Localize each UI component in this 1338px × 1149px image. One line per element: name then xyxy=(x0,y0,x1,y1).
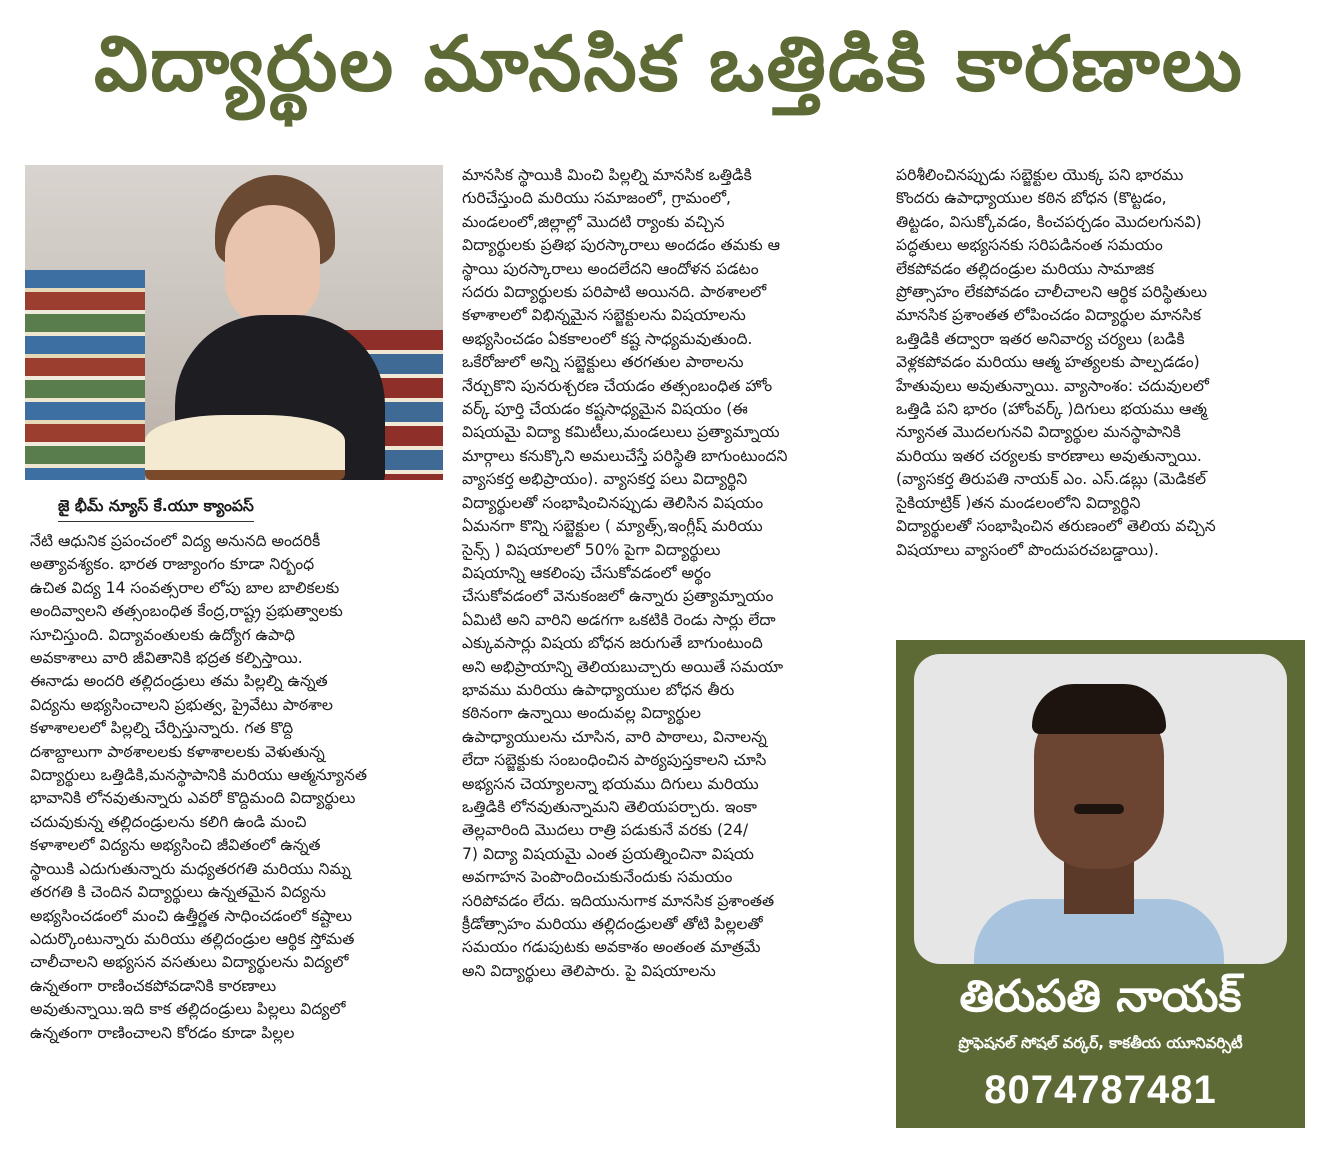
article-line: చదువుకున్న తల్లిదండ్రులను కలిగి ఉండి మంచి xyxy=(30,812,307,831)
article-line: విషయాన్ని ఆకలింపు చేసుకోవడంలో అర్థం xyxy=(462,563,712,582)
article-line: అవుతున్నాయి.ఇది కాక తల్లిదండ్రులు పిల్లలు విద్యలో xyxy=(30,1000,346,1019)
article-line: ఏమనగా కొన్ని సబ్జెక్టుల ( మ్యాత్స్,ఇంగ్లీష్ మరియు xyxy=(462,517,763,536)
article-line: వెళ్లకపోవడం మరియు ఆత్మ హత్యలకు పాల్పడడం) xyxy=(896,353,1200,372)
article-line: కళాశాలలలో పిల్లల్ని చేర్పిస్తున్నారు. గత కొద్ది xyxy=(30,719,294,738)
article-line: వ్యాసకర్త అభిప్రాయం). వ్యాసకర్త పలు విద్యార్థిని xyxy=(462,470,748,489)
article-line: ఈనాడు అందరి తల్లిదండ్రులు తమ పిల్లల్ని ఉన్నత xyxy=(30,672,328,691)
article-line: విషయమై విద్యా కమిటీలు,మండలులు ప్రత్యామ్నాయ xyxy=(462,423,780,442)
article-line: అవకాశాలు వారి జీవితానికి భద్రత కల్పిస్తాయి. xyxy=(30,649,303,668)
article-line: మానసిక ప్రశాంతత లోపించడం విద్యార్థుల మానసిక xyxy=(896,306,1202,325)
article-line: ఎక్కువసార్లు విషయ బోధన జరుగుతే బాగుంటుంది xyxy=(462,634,763,653)
article-line: చేసుకోవడంలో వెనుకంజలో ఉన్నారు ప్రత్యామ్నాయం xyxy=(462,587,774,606)
article-line: హేతువులు అవుతున్నాయి. వ్యాసాంశం: చదువులలో xyxy=(896,376,1209,395)
article-line: కొందరు ఉపాధ్యాయుల కఠిన బోధన (కొట్టడం, xyxy=(896,189,1167,208)
article-column-2 xyxy=(462,164,882,983)
article-line: ఉన్నతంగా రాణించాలని కోరడం కూడా పిల్లల xyxy=(30,1023,295,1042)
article-line: నేటి ఆధునిక ప్రపంచంలో విద్య అనునది అందరికీ xyxy=(30,532,321,550)
article-line: 7) విద్యా విషయమై ఎంత ప్రయత్నించినా విషయ xyxy=(462,844,754,863)
headline: విద్యార్థుల మానసిక ఒత్తిడికి కారణాలు xyxy=(94,19,1244,108)
article-line: న్యూనత మొదలగునవి విద్యార్థుల మనస్థాపానికి xyxy=(896,423,1181,442)
article-line: మానసిక స్థాయికి మించి పిల్లల్ని మానసిక ఒత్తిడికి xyxy=(462,166,752,184)
student-stress-photo xyxy=(25,165,443,480)
article-line: కళాశాలలో విద్యను అభ్యసించి జీవితంలో ఉన్నత xyxy=(30,836,321,855)
author-photo xyxy=(914,654,1287,964)
article-line: మండలంలో,జిల్లాల్లో మొదటి ర్యాంకు వచ్చిన xyxy=(462,212,725,231)
article-line: పద్ధతులు అభ్యసనకు సరిపడినంత సమయం xyxy=(896,236,1163,255)
author-name: తిరుపతి నాయక్ xyxy=(959,971,1242,1022)
article-line: పరిశీలించినప్పుడు సబ్జెక్టుల యొక్క పని భారము xyxy=(896,166,1184,184)
open-book xyxy=(145,415,345,480)
article-line: ఉచిత విద్య 14 సంవత్సరాల లోపు బాల బాలికలకు xyxy=(30,578,340,597)
article-line: ప్రోత్సాహం లేకపోవడం చాలీచాలని ఆర్థిక పరిస్థితులు xyxy=(896,283,1208,302)
book-stack-left xyxy=(25,270,145,480)
article-line: ఒకేరోజులో అన్ని సబ్జెక్టులు తరగతుల పాఠాలను xyxy=(462,353,744,372)
article-line: సమయం గడుపుటకు అవకాశం అంతంత మాత్రమే xyxy=(462,938,761,957)
article-line: ఉపాధ్యాయులను చూసిన, వారి పాఠాలు, వినాలన్న xyxy=(462,727,767,746)
article-line: విద్యార్థులకు ప్రతిభ పురస్కారాలు అందడం తమకు ఆ xyxy=(462,236,781,255)
article-line: ఏమిటి అని వారిని అడగగా ఒకటికి రెండు సార్లు లేదా xyxy=(462,610,776,629)
article-line: తరగతి కి చెందిన విద్యార్థులు ఉన్నతమైన విద్యను xyxy=(30,883,326,902)
author-profile-box xyxy=(896,640,1305,1128)
person-face xyxy=(225,205,320,325)
article-line: విద్యార్థులు ఒత్తిడికి,మనస్థాపానికి మరియు ఆత్మన్యూనత xyxy=(30,766,367,785)
article-line: లేదా సబ్జెక్టుకు సంబంధించిన పాఠ్యపుస్తకాలని చూసి xyxy=(462,751,767,770)
article-line: నేర్చుకొని పునరుశ్చరణ చేయడం తత్సంబంధిత హోం xyxy=(462,376,773,395)
article-line: ఎదుర్కొంటున్నారు మరియు తల్లిదండ్రుల ఆర్థిక స్తోమత xyxy=(30,929,355,948)
article-line: మార్గాలు కనుక్కొని అమలుచేస్తే పరిస్థితి బాగుంటుందని xyxy=(462,446,788,465)
article-line: విద్యను అభ్యసించాలని ప్రభుత్వ, ప్రైవేటు పాఠశాల xyxy=(30,695,333,714)
article-line: ఒత్తిడికి తద్వారా ఇతర అనివార్య చర్యలు (బడికి xyxy=(896,329,1185,348)
author-moustache xyxy=(1074,804,1124,814)
article-line: ఒత్తిడి పని భారం (హోంవర్క్ )దిగులు భయము ఆత్మ xyxy=(896,400,1207,419)
article-line: సైన్స్ ) విషయాలలో 50% పైగా విద్యార్థులు xyxy=(462,540,721,559)
article-line: అత్యావశ్యకం. భారత రాజ్యాంగం కూడా నిర్బంధ xyxy=(30,555,315,574)
article-line: విద్యార్థులతో సంభాషించిన తరుణంలో తెలియ వచ్చిన xyxy=(896,517,1216,536)
article-line: కఠినంగా ఉన్నాయి అందువల్ల విద్యార్థుల xyxy=(462,704,701,723)
article-line: స్థాయికి ఎదుగుతున్నారు మధ్యతరగతి మరియు నిమ్న xyxy=(30,859,351,878)
article-line: అభ్యసించడంలో మంచి ఉత్తీర్ణత సాధించడంలో కష్టాలు xyxy=(30,906,353,925)
article-column-1 xyxy=(30,530,445,1045)
author-phone: 8074787481 xyxy=(984,1068,1217,1112)
article-line: వర్క్ పూర్తి చేయడం కష్టసాధ్యమైన విషయం (ఈ xyxy=(462,400,748,419)
article-line: ఒత్తిడికి లోనవుతున్నామని తెలియపర్చారు. ఇంకా xyxy=(462,797,757,816)
article-line: ఉన్నతంగా రాణించకపోవడానికి కారణాలు xyxy=(30,976,277,995)
article-line: భావము మరియు ఉపాధ్యాయుల బోధన తీరు xyxy=(462,680,735,699)
article-line: గురిచేస్తుంది మరియు సమాజంలో, గ్రామంలో, xyxy=(462,189,731,208)
byline: జై భీమ్ న్యూస్ కే.యూ క్యాంపస్ xyxy=(58,497,254,522)
article-line: అందివ్వాలని తత్సంబంధిత కేంద్ర,రాష్ట్ర ప్రభుత్వాలకు xyxy=(30,602,343,621)
article-line: అని విద్యార్థులు తెలిపారు. పై విషయాలను xyxy=(462,961,716,980)
article-line: విషయాలు వ్యాసంలో పొందుపరచబడ్డాయి). xyxy=(896,540,1159,559)
article-line: మరియు ఇతర చర్యలకు కారణాలు అవుతున్నాయి. xyxy=(896,446,1202,465)
article-line: చాలీచాలని అభ్యసన వసతులు విద్యార్థులను విద్యలో xyxy=(30,953,349,972)
article-line: తిట్టడం, విసుక్కోవడం, కించపర్చడం మొదలగునవి) xyxy=(896,212,1202,231)
author-role: ప్రొఫెషనల్ సోషల్ వర్కర్, కాకతీయ యూనివర్సిటీ xyxy=(958,1034,1243,1052)
article-line: సదరు విద్యార్థులకు పరిపాటి అయినది. పాఠశాలలో xyxy=(462,283,767,302)
article-line: సూచిస్తుంది. విద్యావంతులకు ఉద్యోగ ఉపాధి xyxy=(30,625,296,644)
article-line: క్రీడోత్సాహం మరియు తల్లిదండ్రులతో తోటి పిల్లలతో xyxy=(462,915,763,933)
article-line: (వ్యాసకర్త తిరుపతి నాయక్ ఎం. ఎస్.డబ్లు (మెడికల్ xyxy=(896,470,1207,489)
article-line: స్థాయి పురస్కారాలు అందలేదని ఆందోళన పడటం xyxy=(462,259,759,278)
article-line: అభ్యసన చెయ్యాలన్నా భయము దిగులు మరియు xyxy=(462,774,759,793)
article-line: కళాశాలలో విభిన్నమైన సబ్జెక్టులను విషయాలను xyxy=(462,306,746,325)
article-line: అవగాహన పెంపొందించుకునేందుకు సమయం xyxy=(462,868,733,887)
article-column-3 xyxy=(896,164,1316,562)
article-line: సరిపోవడం లేదు. ఇదియునుగాక మానసిక ప్రశాంతత xyxy=(462,891,775,910)
article-line: సైకియాట్రిక్ )తన మండలంలోని విద్యార్థిని xyxy=(896,493,1141,512)
article-line: దశాబ్దాలుగా పాఠశాలలకు కళాశాలలకు వెళుతున్న xyxy=(30,742,325,761)
article-line: అభ్యసించడం ఏకకాలంలో కష్ట సాధ్యమవుతుంది. xyxy=(462,329,753,348)
article-line: లేకపోవడం తల్లిదండ్రుల మరియు సామాజిక xyxy=(896,259,1155,278)
author-hair xyxy=(1032,684,1166,734)
article-line: విద్యార్థులతో సంభాషించినప్పుడు తెలిసిన విషయం xyxy=(462,493,764,512)
article-line: భావానికి లోనవుతున్నారు ఎవరో కొద్దిమంది విద్యార్థులు xyxy=(30,789,356,808)
article-line: అని అభిప్రాయాన్ని తెలియబుచ్చారు అయితే సమయా xyxy=(462,657,784,676)
article-line: తెల్లవారింది మొదలు రాత్రి పడుకునే వరకు (24/ xyxy=(462,821,749,840)
